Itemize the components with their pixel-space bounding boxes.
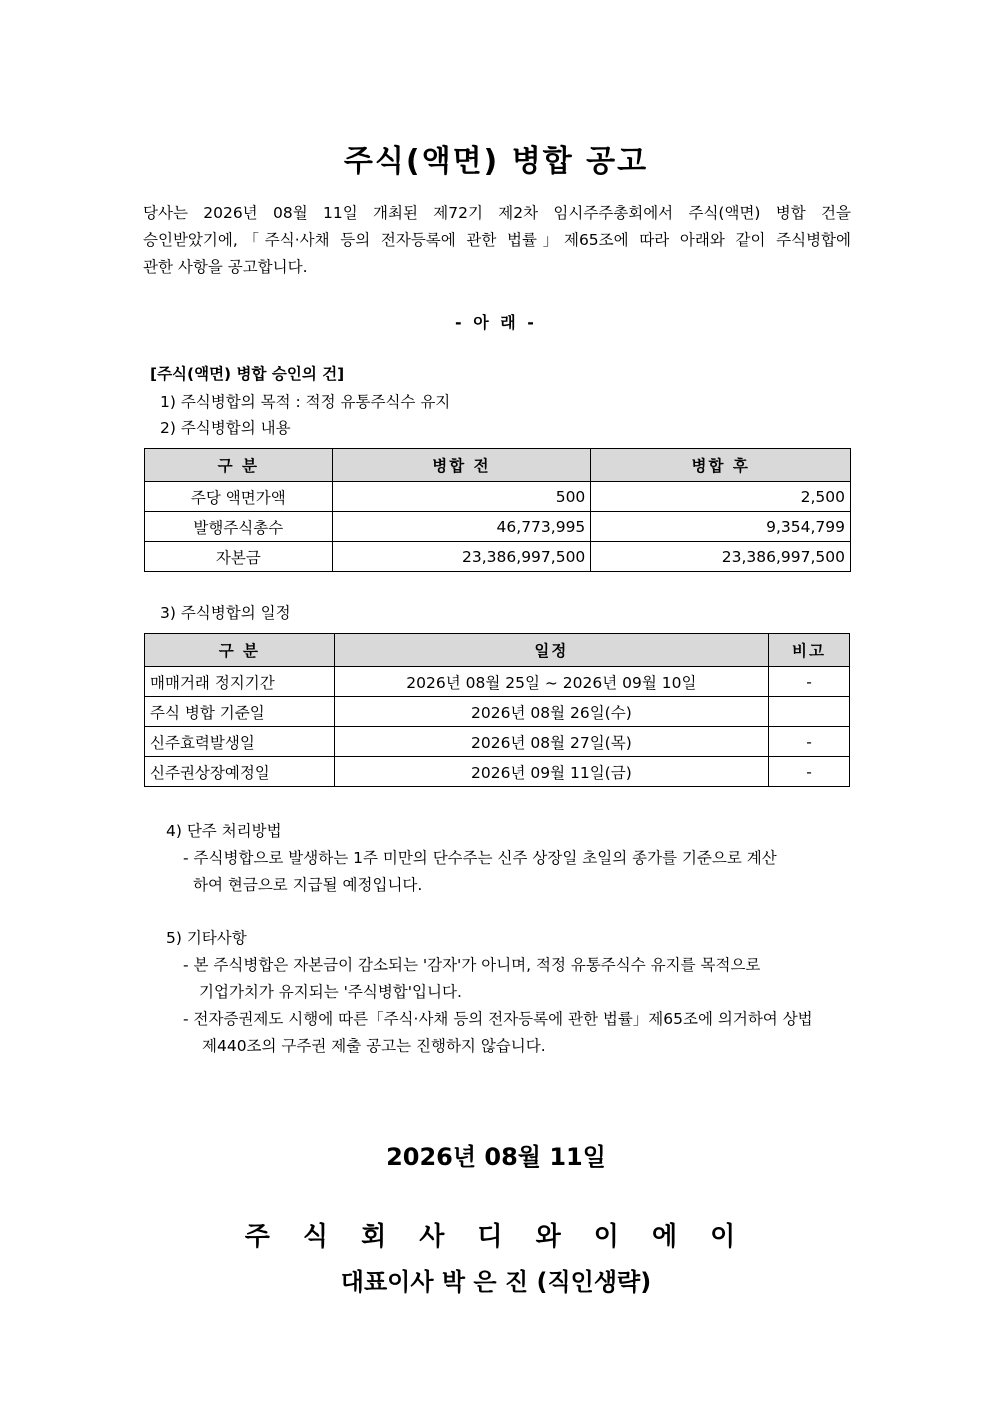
item-purpose: 1) 주식병합의 목적 : 적정 유통주식수 유지 (160, 393, 451, 411)
table-row (145, 757, 850, 787)
fractional-share-title: 4) 단주 처리방법 (166, 822, 282, 840)
header-before: 병합 전 (332, 449, 591, 482)
remarks-value: - (769, 727, 850, 757)
header-category: 구 분 (145, 634, 335, 667)
other-matters-line-2: 기업가치가 유지되는 '주식병합'입니다. (199, 983, 462, 1001)
intro-line-2: 승인받았기에,「주식·사채 등의 전자등록에 관한 법률」제65조에 따라 아래와 같이 주식병합에 (143, 231, 851, 249)
row-label: 주당 액면가액 (145, 482, 333, 512)
table-header-row (145, 634, 850, 667)
table-row (145, 667, 850, 697)
row-label: 신주효력발생일 (145, 727, 335, 757)
below-heading: - 아 래 - (455, 313, 537, 332)
table-header-row (145, 449, 851, 482)
table-row (145, 542, 851, 572)
row-label: 주식 병합 기준일 (145, 697, 335, 727)
schedule-value: 2026년 08월 25일 ~ 2026년 09월 10일 (334, 667, 768, 697)
merge-content-table (144, 448, 851, 572)
value-before: 23,386,997,500 (332, 542, 591, 572)
row-label: 자본금 (145, 542, 333, 572)
schedule-value: 2026년 09월 11일(금) (334, 757, 768, 787)
header-category: 구 분 (145, 449, 333, 482)
fractional-share-line-1: - 주식병합으로 발생하는 1주 미만의 단수주는 신주 상장일 초일의 종가를 기준으로 계산 (183, 849, 777, 867)
table-row (145, 512, 851, 542)
remarks-value: - (769, 757, 850, 787)
header-schedule: 일정 (334, 634, 768, 667)
table-row (145, 697, 850, 727)
item-schedule: 3) 주식병합의 일정 (160, 604, 291, 622)
notice-date: 2026년 08월 11일 (386, 1143, 606, 1171)
table-row (145, 727, 850, 757)
other-matters-title: 5) 기타사항 (166, 929, 247, 947)
fractional-share-line-2: 하여 현금으로 지급될 예정입니다. (193, 876, 423, 894)
item-content: 2) 주식병합의 내용 (160, 419, 291, 437)
company-name: 주 식 회 사 디 와 이 에 이 (244, 1222, 748, 1252)
row-label: 발행주식총수 (145, 512, 333, 542)
representative: 대표이사 박 은 진 (직인생략) (340, 1268, 652, 1296)
value-after: 9,354,799 (591, 512, 851, 542)
table-row (145, 482, 851, 512)
other-matters-line-3: - 전자증권제도 시행에 따른「주식·사채 등의 전자등록에 관한 법률」제65조에 의거하여 상법 (183, 1010, 813, 1028)
intro-line-1: 당사는 2026년 08월 11일 개최된 제72기 제2차 임시주주총회에서 주식(액면) 병합 건을 (143, 204, 851, 222)
remarks-value: - (769, 667, 850, 697)
schedule-table (144, 633, 850, 787)
schedule-value: 2026년 08월 27일(목) (334, 727, 768, 757)
row-label: 매매거래 정지기간 (145, 667, 335, 697)
header-after: 병합 후 (591, 449, 851, 482)
other-matters-line-1: - 본 주식병합은 자본금이 감소되는 '감자'가 아니며, 적정 유통주식수 유지를 목적으로 (183, 956, 761, 974)
value-after: 23,386,997,500 (591, 542, 851, 572)
value-after: 2,500 (591, 482, 851, 512)
value-before: 500 (332, 482, 591, 512)
page-title: 주식(액면) 병합 공고 (343, 144, 649, 179)
value-before: 46,773,995 (332, 512, 591, 542)
intro-paragraph (143, 200, 851, 281)
remarks-value (769, 697, 850, 727)
other-matters-line-4: 제440조의 구주권 제출 공고는 진행하지 않습니다. (202, 1037, 546, 1055)
section-title: [주식(액면) 병합 승인의 건] (150, 365, 345, 383)
row-label: 신주권상장예정일 (145, 757, 335, 787)
schedule-value: 2026년 08월 26일(수) (334, 697, 768, 727)
intro-line-3: 관한 사항을 공고합니다. (143, 258, 308, 276)
header-remarks: 비고 (769, 634, 850, 667)
